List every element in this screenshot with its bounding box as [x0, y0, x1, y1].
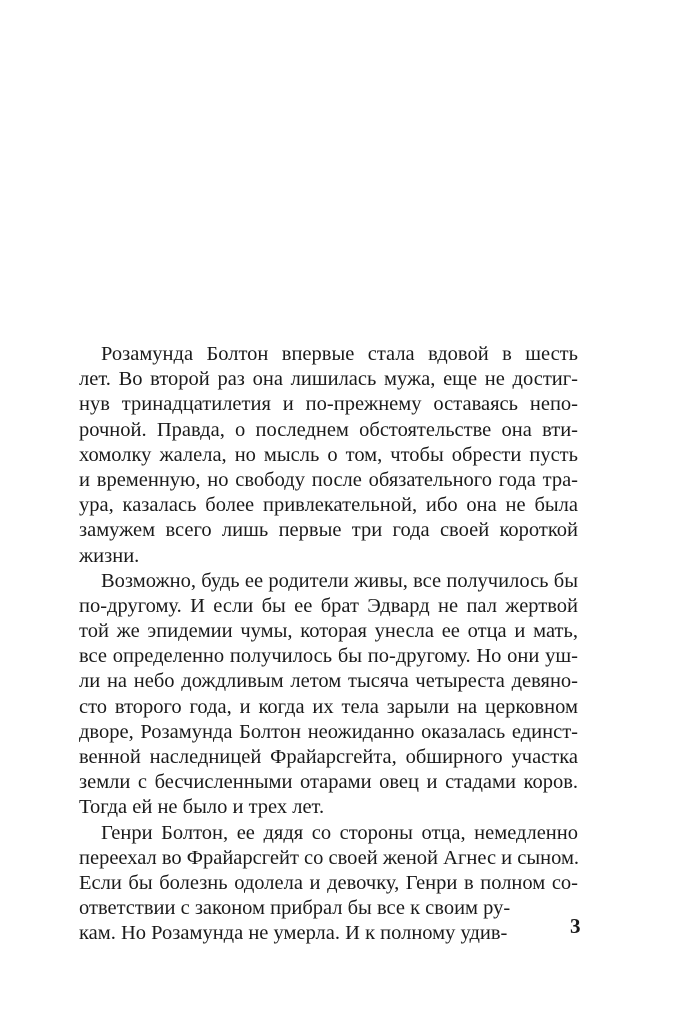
text-line: Розамунда Болтон впервые стала вдовой в шесть — [101, 343, 578, 365]
text-line: ответствии с законом прибрал бы все к своим ру- — [79, 897, 511, 920]
page-number: 3 — [570, 914, 581, 938]
text-line: сто второго года, и когда их тела зарыли на церковном — [79, 695, 578, 718]
text-line: Возможно, будь ее родители живы, все получилось бы — [101, 569, 578, 592]
text-line: по-другому. И если бы ее брат Эдвард не пал жертвой — [79, 594, 578, 617]
text-line: рочной. Правда, о последнем обстоятельстве она вти- — [79, 418, 578, 441]
paragraph — [79, 569, 578, 821]
text-line: той же эпидемии чумы, которая унесла ее отца и мать, — [79, 620, 578, 643]
text-line: Тогда ей не было и трех лет. — [79, 796, 325, 819]
text-line: жизни. — [79, 544, 140, 567]
text-line: кам. Но Розамунда не умерла. И к полному удив- — [79, 922, 508, 945]
text-line: хомолку жалела, но мысль о том, чтобы обрести пусть — [79, 443, 578, 466]
text-line: ли на небо дождливым летом тысяча четыреста девяно- — [79, 670, 578, 693]
text-line: ура, казалась более привлекательной, ибо она не была — [79, 494, 578, 517]
text-line: Если бы болезнь одолела и девочку, Генри в полном со- — [79, 871, 578, 894]
text-line: Генри Болтон, ее дядя со стороны отца, немедленно — [101, 821, 578, 844]
paragraph — [79, 821, 578, 947]
body-text — [79, 342, 578, 947]
text-line: земли с бесчисленными отарами овец и стадами коров. — [79, 771, 578, 794]
text-line: дворе, Розамунда Болтон неожиданно оказалась единст- — [79, 720, 578, 743]
text-line: замужем всего лишь первые три года своей короткой — [79, 519, 578, 542]
text-line: нув тринадцатилетия и по-прежнему оставаясь непо- — [79, 393, 578, 416]
paragraph — [79, 342, 578, 569]
text-line: все определенно получилось бы по-другому. Но они уш- — [79, 645, 578, 668]
text-line: венной наследницей Фрайарсгейта, обширного участка — [79, 746, 578, 768]
text-line: лет. Во второй раз она лишилась мужа, еще не достиг- — [79, 368, 578, 391]
text-line: и временную, но свободу после обязательного года тра- — [79, 468, 578, 491]
text-line: переехал во Фрайарсгейт со своей женой Агнес и сыном. — [79, 846, 580, 869]
